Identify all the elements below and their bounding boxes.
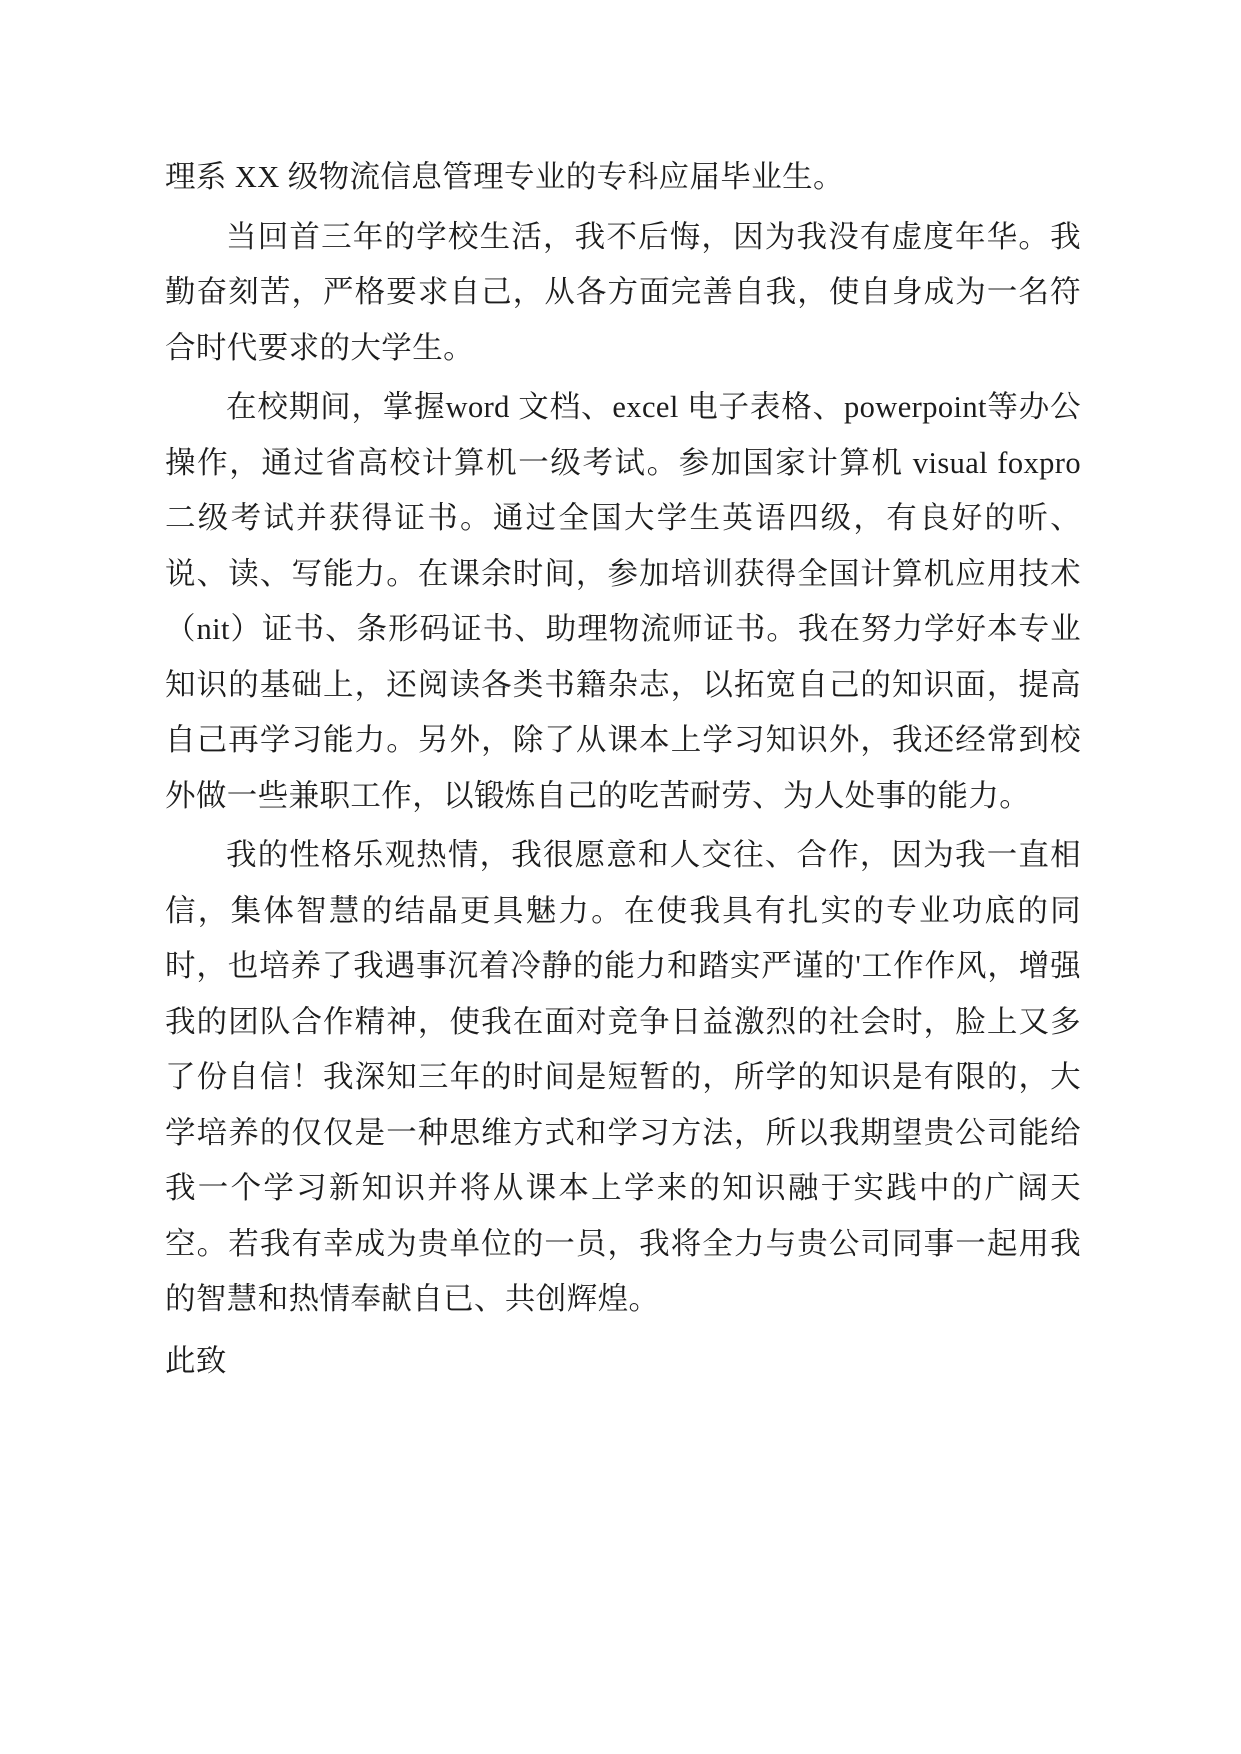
document-body	[165, 150, 1081, 1389]
paragraph-skills-certificates: 在校期间，掌握word 文档、excel 电子表格、powerpoint等办公操作，通过省高校计算机一级考试。参加国家计算机 visual foxpro 二级考试并获得证书。通过全国大学生英语四级，有良好的听、说、读、写能力。在课余时间，参加培训获得全国计算机应用技术（nit）证书、条形码证书、助理物流师证书。我在努力学好本专业知识的基础上，还阅读各类书籍杂志，以拓宽自己的知识面，提高自己再学习能力。另外，除了从课本上学习知识外，我还经常到校外做一些兼职工作，以锻炼自己的吃苦耐劳、为人处事的能力。	[165, 390, 1081, 813]
paragraph-personality-aspiration: 我的性格乐观热情，我很愿意和人交往、合作，因为我一直相信，集体智慧的结晶更具魅力。在使我具有扎实的专业功底的同时，也培养了我遇事沉着冷静的能力和踏实严谨的'工作作风，增强我的团队合作精神，使我在面对竞争日益激烈的社会时，脸上又多了份自信！我深知三年的时间是短暂的，所学的知识是有限的，大学培养的仅仅是一种思维方式和学习方法，所以我期望贵公司能给我一个学习新知识并将从课本上学来的知识融于实践中的广阔天空。若我有幸成为贵单位的一员，我将全力与贵公司同事一起用我的智慧和热情奉献自已、共创辉煌。	[165, 838, 1081, 1316]
paragraph-opening-continuation: 理系 XX 级物流信息管理专业的专科应届毕业生。	[165, 160, 844, 194]
paragraph-closing-salutation: 此致	[165, 1343, 227, 1378]
paragraph-school-life: 当回首三年的学校生活，我不后悔，因为我没有虚度年华。我勤奋刻苦，严格要求自己，从各方面完善自我，使自身成为一名符合时代要求的大学生。	[165, 219, 1081, 365]
